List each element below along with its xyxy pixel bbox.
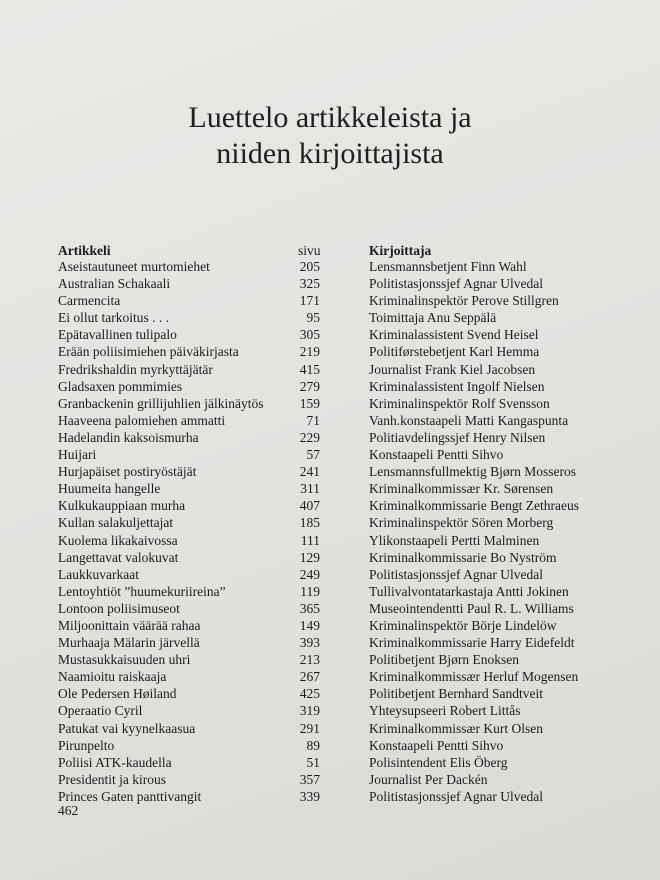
article-page: 71 bbox=[306, 412, 320, 428]
article-title: Huijari bbox=[58, 447, 97, 463]
article-title: Gladsaxen pommimies bbox=[58, 378, 183, 394]
article-page: 365 bbox=[299, 600, 320, 616]
article-page: 129 bbox=[299, 549, 320, 565]
article-author: Toimittaja Anu Seppälä bbox=[369, 310, 497, 326]
list-item bbox=[0, 737, 660, 754]
page-title bbox=[0, 100, 660, 172]
article-list bbox=[0, 258, 660, 805]
article-title: Aseistautuneet murtomiehet bbox=[58, 259, 210, 274]
article-author: Lensmannsbetjent Finn Wahl bbox=[369, 259, 527, 274]
article-page: 241 bbox=[299, 464, 320, 480]
article-author: Journalist Frank Kiel Jacobsen bbox=[369, 361, 536, 377]
list-item bbox=[0, 685, 660, 702]
article-page: 119 bbox=[300, 583, 320, 599]
list-item bbox=[0, 788, 660, 805]
article-page: 171 bbox=[299, 293, 320, 309]
article-author: Kriminalkommissarie Bo Nyström bbox=[369, 549, 557, 565]
list-item bbox=[0, 702, 660, 719]
title-line-2: niiden kirjoittajista bbox=[216, 137, 444, 170]
list-item bbox=[0, 395, 660, 412]
article-page: 319 bbox=[299, 703, 320, 719]
article-title: Patukat vai kyynelkaasua bbox=[58, 720, 196, 736]
header-author: Kirjoittaja bbox=[369, 243, 432, 258]
list-item bbox=[0, 771, 660, 788]
article-author: Kriminalkommissarie Harry Eidefeldt bbox=[369, 635, 575, 651]
list-item bbox=[0, 514, 660, 531]
article-page: 407 bbox=[299, 498, 320, 514]
article-page: 267 bbox=[299, 669, 320, 685]
list-item bbox=[0, 258, 660, 275]
article-author: Kriminalinspektör Börje Lindelöw bbox=[369, 617, 557, 633]
list-item bbox=[0, 600, 660, 617]
article-title: Kulkukauppiaan murha bbox=[58, 498, 186, 514]
list-item bbox=[0, 754, 660, 771]
list-item bbox=[0, 532, 660, 549]
list-item bbox=[0, 566, 660, 583]
article-page: 51 bbox=[306, 754, 320, 770]
list-item bbox=[0, 361, 660, 378]
article-author: Vanh.konstaapeli Matti Kangaspunta bbox=[369, 412, 569, 428]
list-item bbox=[0, 634, 660, 651]
article-title: Laukkuvarkaat bbox=[58, 566, 139, 582]
article-page: 325 bbox=[299, 276, 320, 292]
article-page: 205 bbox=[299, 259, 320, 274]
article-author: Museointendentti Paul R. L. Williams bbox=[369, 600, 574, 616]
list-item bbox=[0, 617, 660, 634]
article-title: Naamioitu raiskaaja bbox=[58, 669, 167, 685]
article-title: Lentoyhtiöt ”huumekuriireina” bbox=[58, 583, 226, 599]
article-author: Kriminalkommissarie Bengt Zethraeus bbox=[369, 498, 579, 514]
article-author: Konstaapeli Pentti Sihvo bbox=[369, 737, 504, 753]
article-author: Kriminalinspektör Rolf Svensson bbox=[369, 395, 550, 411]
article-title: Miljoonittain väärää rahaa bbox=[58, 617, 201, 633]
article-author: Kriminalkommissær Kr. Sørensen bbox=[369, 481, 554, 497]
article-page: 279 bbox=[299, 378, 320, 394]
article-page: 425 bbox=[299, 686, 320, 702]
article-title: Hurjapäiset postiryöstäjät bbox=[58, 464, 197, 480]
article-page: 111 bbox=[300, 532, 320, 548]
article-page: 229 bbox=[299, 429, 320, 445]
article-title: Princes Gaten panttivangit bbox=[58, 788, 202, 804]
article-author: Kriminalassistent Svend Heisel bbox=[369, 327, 539, 343]
article-author: Tullivalvontatarkastaja Antti Jokinen bbox=[369, 583, 569, 599]
article-page: 291 bbox=[299, 720, 320, 736]
header-page: sivu bbox=[298, 243, 321, 258]
list-item bbox=[0, 549, 660, 566]
article-title: Carmencita bbox=[58, 293, 121, 309]
list-item bbox=[0, 463, 660, 480]
article-page: 149 bbox=[299, 617, 320, 633]
article-page: 219 bbox=[299, 344, 320, 360]
article-author: Politistasjonssjef Agnar Ulvedal bbox=[369, 788, 543, 804]
list-item bbox=[0, 412, 660, 429]
title-line-1: Luettelo artikkeleista ja bbox=[188, 101, 472, 134]
article-title: Erään poliisimiehen päiväkirjasta bbox=[58, 344, 239, 360]
article-title: Epätavallinen tulipalo bbox=[58, 327, 177, 343]
list-item bbox=[0, 446, 660, 463]
article-author: Politistasjonssjef Agnar Ulvedal bbox=[369, 566, 543, 582]
article-title: Granbackenin grillijuhlien jälkinäytös bbox=[58, 395, 264, 411]
list-item bbox=[0, 309, 660, 326]
article-title: Kullan salakuljettajat bbox=[58, 515, 174, 531]
article-author: Yhteysupseeri Robert Littås bbox=[369, 703, 521, 719]
list-item bbox=[0, 378, 660, 395]
article-page: 305 bbox=[299, 327, 320, 343]
article-page: 249 bbox=[299, 566, 320, 582]
article-author: Kriminalkommissær Herluf Mogensen bbox=[369, 669, 579, 685]
list-item bbox=[0, 497, 660, 514]
article-title: Poliisi ATK-kaudella bbox=[58, 754, 172, 770]
article-title: Ei ollut tarkoitus . . . bbox=[58, 310, 169, 326]
article-title: Fredrikshaldin myrkyttäjätär bbox=[58, 361, 213, 377]
article-page: 159 bbox=[299, 395, 320, 411]
list-item bbox=[0, 651, 660, 668]
article-page: 57 bbox=[306, 447, 320, 463]
article-title: Operaatio Cyril bbox=[58, 703, 143, 719]
list-item bbox=[0, 343, 660, 360]
article-author: Kriminalinspektör Sören Morberg bbox=[369, 515, 554, 531]
article-author: Politibetjent Bjørn Enoksen bbox=[369, 652, 519, 668]
article-author: Politibetjent Bernhard Sandtveit bbox=[369, 686, 543, 702]
page-number: 462 bbox=[58, 803, 79, 818]
article-author: Kriminalkommissær Kurt Olsen bbox=[369, 720, 543, 736]
article-title: Langettavat valokuvat bbox=[58, 549, 179, 565]
article-author: Kriminalassistent Ingolf Nielsen bbox=[369, 378, 545, 394]
list-item bbox=[0, 668, 660, 685]
article-title: Lontoon poliisimuseot bbox=[58, 600, 180, 616]
list-item bbox=[0, 275, 660, 292]
article-page: 311 bbox=[300, 481, 320, 497]
header-article: Artikkeli bbox=[58, 243, 111, 258]
article-author: Journalist Per Dackén bbox=[369, 771, 488, 787]
list-item bbox=[0, 720, 660, 737]
article-author: Politistasjonssjef Agnar Ulvedal bbox=[369, 276, 543, 292]
list-item bbox=[0, 429, 660, 446]
article-author: Ylikonstaapeli Pertti Malminen bbox=[369, 532, 540, 548]
article-author: Politiavdelingssjef Henry Nilsen bbox=[369, 429, 546, 445]
article-title: Australian Schakaali bbox=[58, 276, 171, 292]
article-title: Presidentit ja kirous bbox=[58, 771, 166, 787]
article-title: Hadelandin kaksoismurha bbox=[58, 429, 199, 445]
article-author: Politiførstebetjent Karl Hemma bbox=[369, 344, 540, 360]
article-title: Ole Pedersen Høiland bbox=[58, 686, 177, 702]
article-author: Konstaapeli Pentti Sihvo bbox=[369, 447, 504, 463]
article-page: 339 bbox=[299, 788, 320, 804]
article-author: Lensmannsfullmektig Bjørn Mosseros bbox=[369, 464, 576, 480]
article-page: 213 bbox=[299, 652, 320, 668]
list-item bbox=[0, 583, 660, 600]
article-page: 95 bbox=[306, 310, 320, 326]
list-item bbox=[0, 480, 660, 497]
article-page: 357 bbox=[299, 771, 320, 787]
article-page: 393 bbox=[299, 635, 320, 651]
article-page: 89 bbox=[306, 737, 320, 753]
article-title: Pirunpelto bbox=[58, 737, 115, 753]
article-title: Murhaaja Mälarin järvellä bbox=[58, 635, 200, 651]
list-item bbox=[0, 326, 660, 343]
article-page: 415 bbox=[299, 361, 320, 377]
list-item bbox=[0, 292, 660, 309]
article-page: 185 bbox=[299, 515, 320, 531]
article-title: Haaveena palomiehen ammatti bbox=[58, 412, 226, 428]
article-title: Mustasukkaisuuden uhri bbox=[58, 652, 191, 668]
article-title: Huumeita hangelle bbox=[58, 481, 161, 497]
article-title: Kuolema likakaivossa bbox=[58, 532, 178, 548]
article-author: Polisintendent Elis Öberg bbox=[369, 754, 508, 770]
article-author: Kriminalinspektör Perove Stillgren bbox=[369, 293, 559, 309]
